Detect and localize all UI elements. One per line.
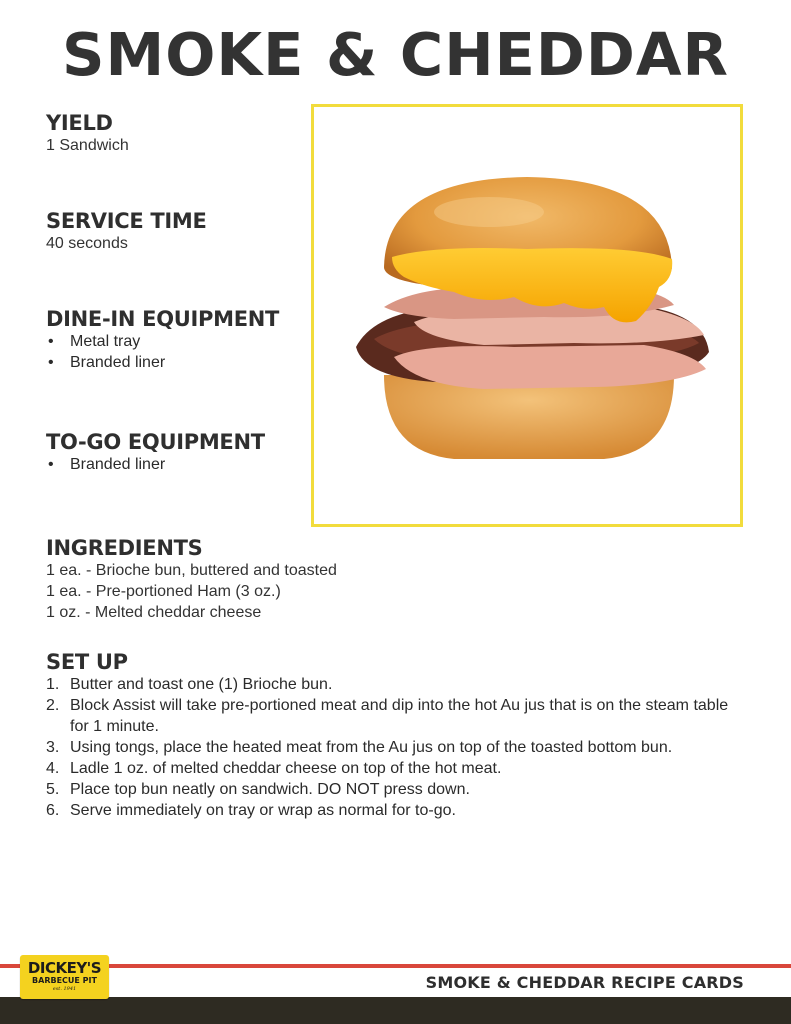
step-text: Using tongs, place the heated meat from the Au jus on top of the toasted bottom bun. bbox=[70, 739, 673, 756]
dine-in-heading: DINE-IN EQUIPMENT bbox=[46, 307, 280, 331]
sandwich-illustration bbox=[314, 107, 740, 524]
footer-label: SMOKE & CHEDDAR RECIPE CARDS bbox=[425, 973, 744, 992]
dine-in-section bbox=[46, 307, 279, 373]
setup-step bbox=[46, 758, 746, 779]
ingredient-item: 1 ea. - Brioche bun, buttered and toasted bbox=[46, 562, 337, 579]
setup-step bbox=[46, 800, 746, 821]
service-time-heading: SERVICE TIME bbox=[46, 209, 207, 233]
step-number: 4. bbox=[46, 760, 60, 777]
step-number: 3. bbox=[46, 739, 60, 756]
list-item: • Branded liner bbox=[46, 454, 265, 475]
yield-heading: YIELD bbox=[46, 111, 113, 135]
step-number: 5. bbox=[46, 781, 60, 798]
setup-step bbox=[46, 737, 746, 758]
setup-step bbox=[46, 695, 746, 737]
sandwich-photo-frame bbox=[311, 104, 743, 527]
step-text: Place top bun neatly on sandwich. DO NOT press down. bbox=[70, 781, 470, 798]
step-number: 6. bbox=[46, 802, 60, 819]
ingredient-item: 1 ea. - Pre-portioned Ham (3 oz.) bbox=[46, 583, 281, 600]
ingredients-heading: INGREDIENTS bbox=[46, 536, 203, 560]
step-text: Block Assist will take pre-portioned meat and dip into the hot Au jus that is on the steam table for 1 minute. bbox=[70, 697, 729, 735]
footer-dark-band bbox=[0, 997, 791, 1024]
setup-step bbox=[46, 779, 746, 800]
dine-in-list bbox=[46, 331, 279, 373]
to-go-list bbox=[46, 454, 265, 475]
setup-steps bbox=[46, 674, 746, 821]
ingredient-item: 1 oz. - Melted cheddar cheese bbox=[46, 604, 262, 621]
list-item: • Branded liner bbox=[46, 352, 279, 373]
yield-value: 1 Sandwich bbox=[46, 137, 129, 154]
step-number: 2. bbox=[46, 697, 60, 714]
service-time-section bbox=[46, 209, 207, 254]
setup-step bbox=[46, 674, 746, 695]
step-text: Serve immediately on tray or wrap as normal for to-go. bbox=[70, 802, 456, 819]
setup-section bbox=[46, 650, 746, 821]
dickeys-logo: DICKEY'S BARBECUE PIT est. 1941 bbox=[20, 955, 109, 999]
page-title: SMOKE & CHEDDAR bbox=[62, 20, 729, 89]
step-text: Ladle 1 oz. of melted cheddar cheese on top of the hot meat. bbox=[70, 760, 502, 777]
to-go-heading: TO-GO EQUIPMENT bbox=[46, 430, 265, 454]
step-number: 1. bbox=[46, 676, 60, 693]
yield-section bbox=[46, 111, 129, 156]
footer-red-stripe bbox=[0, 964, 791, 968]
step-text: Butter and toast one (1) Brioche bun. bbox=[70, 676, 333, 693]
to-go-section bbox=[46, 430, 265, 475]
list-item: • Metal tray bbox=[46, 331, 279, 352]
service-time-value: 40 seconds bbox=[46, 235, 128, 252]
setup-heading: SET UP bbox=[46, 650, 128, 674]
ingredients-section bbox=[46, 536, 337, 623]
